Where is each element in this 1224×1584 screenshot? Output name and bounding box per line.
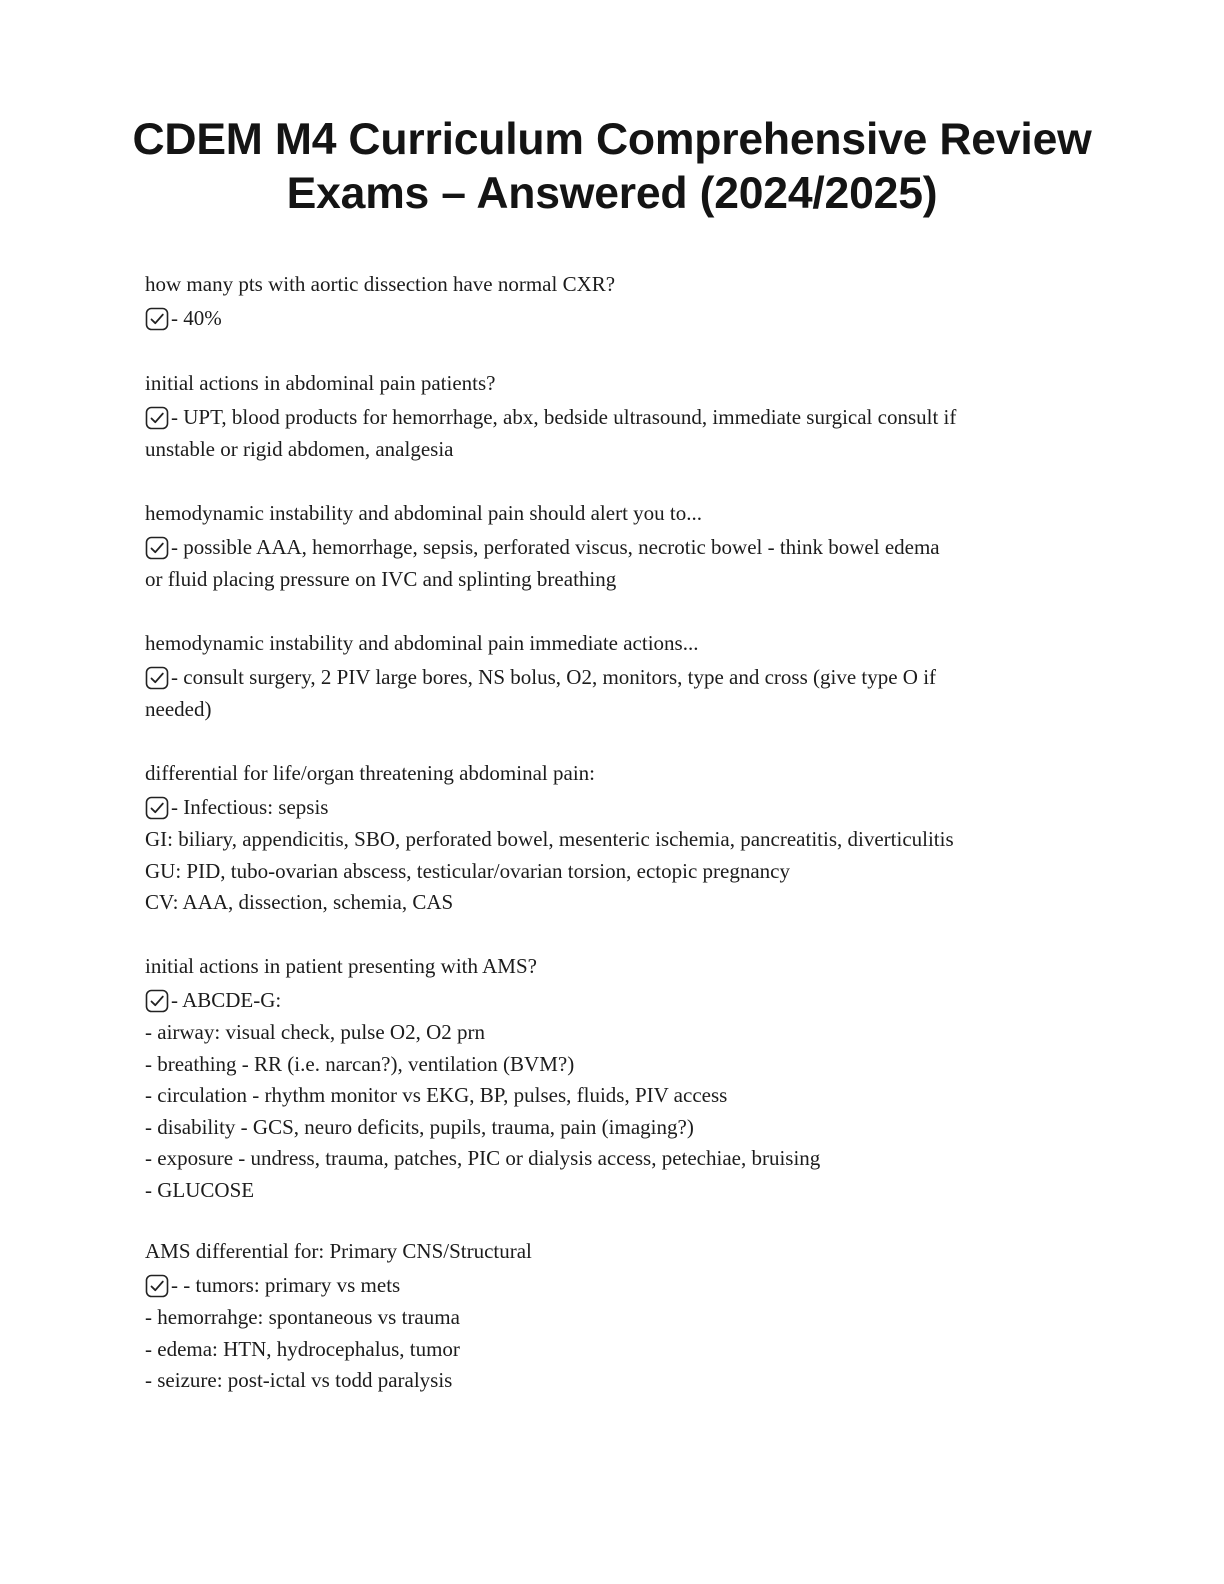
title-line-2: Exams – Answered (2024/2025)	[286, 169, 938, 218]
document-title	[40, 113, 1184, 221]
answer-line: - seizure: post-ictal vs todd paralysis	[145, 1368, 453, 1392]
qa-item	[145, 756, 1090, 919]
qa-item	[145, 366, 1090, 466]
title-line-1: CDEM M4 Curriculum Comprehensive Review	[132, 115, 1092, 164]
checkbox-checked-icon	[145, 536, 169, 560]
question-text: how many pts with aortic dissection have normal CXR?	[145, 272, 616, 296]
question-text: hemodynamic instability and abdominal pain immediate actions...	[145, 631, 699, 655]
checkbox-checked-icon	[145, 307, 169, 331]
question-text: initial actions in patient presenting with AMS?	[145, 954, 537, 978]
answer-first-line	[145, 401, 1090, 434]
answer-line: - hemorrahge: spontaneous vs trauma	[145, 1305, 460, 1329]
answer-line: - breathing - RR (i.e. narcan?), ventilation (BVM?)	[145, 1051, 575, 1076]
answer-line: - disability - GCS, neuro deficits, pupils, trauma, pain (imaging?)	[145, 1114, 694, 1139]
answer-block	[145, 661, 1090, 726]
answer-block	[145, 791, 1090, 919]
answer-block	[145, 401, 1090, 466]
answer-first-line	[145, 791, 1090, 824]
qa-item	[145, 267, 1090, 335]
answer-line: CV: AAA, dissection, schemia, CAS	[145, 890, 454, 914]
answer-line: - Infectious: sepsis	[171, 795, 329, 819]
answer-line: GU: PID, tubo-ovarian abscess, testicular/ovarian torsion, ectopic pregnancy	[145, 858, 790, 883]
answer-line: - - tumors: primary vs mets	[171, 1273, 401, 1297]
answer-first-line	[145, 984, 1090, 1017]
answer-first-line	[145, 661, 1090, 694]
answer-line: - edema: HTN, hydrocephalus, tumor	[145, 1336, 460, 1361]
answer-block	[145, 984, 1090, 1206]
qa-item	[145, 1234, 1090, 1397]
answer-line: - airway: visual check, pulse O2, O2 prn	[145, 1020, 485, 1044]
answer-first-line	[145, 1269, 1090, 1302]
answer-first-line	[145, 531, 1090, 564]
answer-line: - exposure - undress, trauma, patches, PIC or dialysis access, petechiae, bruising	[145, 1146, 821, 1170]
question-text: hemodynamic instability and abdominal pain should alert you to...	[145, 501, 702, 525]
answer-first-line	[145, 302, 1090, 335]
checkbox-checked-icon	[145, 406, 169, 430]
question-text: initial actions in abdominal pain patients?	[145, 371, 496, 395]
answer-line: - UPT, blood products for hemorrhage, abx, bedside ultrasound, immediate surgical consult if	[171, 405, 957, 429]
qa-item	[145, 626, 1090, 726]
answer-line: or fluid placing pressure on IVC and splinting breathing	[145, 567, 617, 591]
checkbox-checked-icon	[145, 989, 169, 1013]
answer-line: needed)	[145, 697, 212, 721]
checkbox-checked-icon	[145, 1274, 169, 1298]
qa-item	[145, 496, 1090, 596]
answer-line: - consult surgery, 2 PIV large bores, NS bolus, O2, monitors, type and cross (give type O if	[171, 665, 937, 689]
question-text: AMS differential for: Primary CNS/Structural	[145, 1239, 532, 1263]
answer-block	[145, 302, 1090, 335]
answer-line: unstable or rigid abdomen, analgesia	[145, 437, 454, 461]
question-text: differential for life/organ threatening abdominal pain:	[145, 761, 595, 785]
answer-block	[145, 1269, 1090, 1397]
checkbox-checked-icon	[145, 666, 169, 690]
answer-line: - GLUCOSE	[145, 1177, 255, 1202]
answer-line: - ABCDE-G:	[171, 988, 282, 1012]
answer-line: - 40%	[171, 306, 222, 330]
qa-item	[145, 949, 1090, 1206]
checkbox-checked-icon	[145, 796, 169, 820]
answer-line: GI: biliary, appendicitis, SBO, perforated bowel, mesenteric ischemia, pancreatitis, diverticulitis	[145, 827, 954, 851]
answer-line: - possible AAA, hemorrhage, sepsis, perforated viscus, necrotic bowel - think bowel edema	[171, 535, 940, 559]
answer-line: - circulation - rhythm monitor vs EKG, BP, pulses, fluids, PIV access	[145, 1083, 728, 1107]
answer-block	[145, 531, 1090, 596]
